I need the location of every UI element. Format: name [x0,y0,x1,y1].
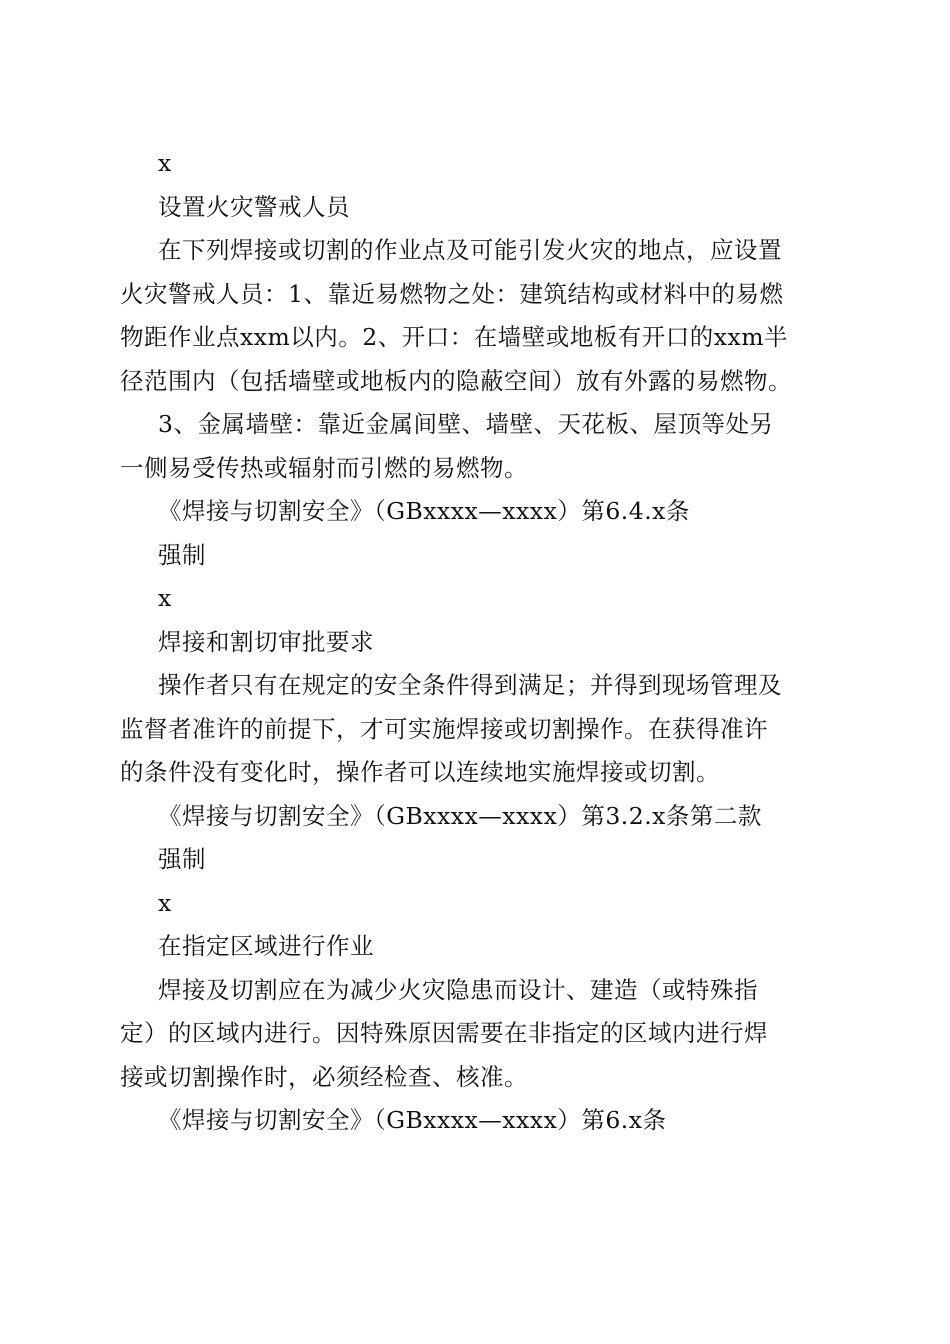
section-1-title: 设置火灾警戒人员 [158,192,350,221]
section-3-body-line-3: 接或切割操作时，必须经检查、核准。 [120,1062,528,1091]
section-2-body-line-2: 监督者准许的前提下，才可实施焊接或切割操作。在获得准许 [120,714,768,743]
section-3-title: 在指定区域进行作业 [158,932,374,960]
section-2-body-line-3: 的条件没有变化时，操作者可以连续地实施焊接或切割。 [120,758,720,786]
section-1-level: 强制 [158,540,206,569]
section-1-body-line-1: 在下列焊接或切割的作业点及可能引发火灾的地点，应设置 [158,236,782,264]
section-2-body-line-1: 操作者只有在规定的安全条件得到满足；并得到现场管理及 [158,671,782,699]
section-2-marker: x [158,584,172,612]
section-1-body-line-3: 物距作业点xxm以内。2、开口：在墙壁或地板有开口的xxm半 [120,323,789,351]
section-3-marker: x [158,888,172,917]
section-1-body-line-5: 3、金属墙壁：靠近金属间壁、墙壁、天花板、屋顶等处另 [158,410,774,438]
section-3-body-line-1: 焊接及切割应在为减少火灾隐患而设计、建造（或特殊指 [158,975,758,1004]
section-3-body-line-2: 定）的区域内进行。因特殊原因需要在非指定的区域内进行焊 [120,1019,768,1047]
section-1-body-line-2: 火灾警戒人员：1、靠近易燃物之处：建筑结构或材料中的易燃 [120,279,784,308]
section-1-reference: 《焊接与切割安全》（GBxxxx—xxxx）第6.4.x条 [158,497,690,525]
section-1-body-line-4: 径范围内（包括墙壁或地板内的隐蔽空间）放有外露的易燃物。 [120,366,792,395]
document-content [120,142,825,1143]
section-1-body-line-6: 一侧易受传热或辐射而引燃的易燃物。 [120,453,528,482]
section-2-title: 焊接和割切审批要求 [158,627,374,656]
section-2-reference: 《焊接与切割安全》（GBxxxx—xxxx）第3.2.x条第二款 [158,801,762,830]
section-2-level: 强制 [158,845,206,873]
section-1-marker: x [158,149,172,177]
section-3-reference: 《焊接与切割安全》（GBxxxx—xxxx）第6.x条 [158,1106,667,1134]
